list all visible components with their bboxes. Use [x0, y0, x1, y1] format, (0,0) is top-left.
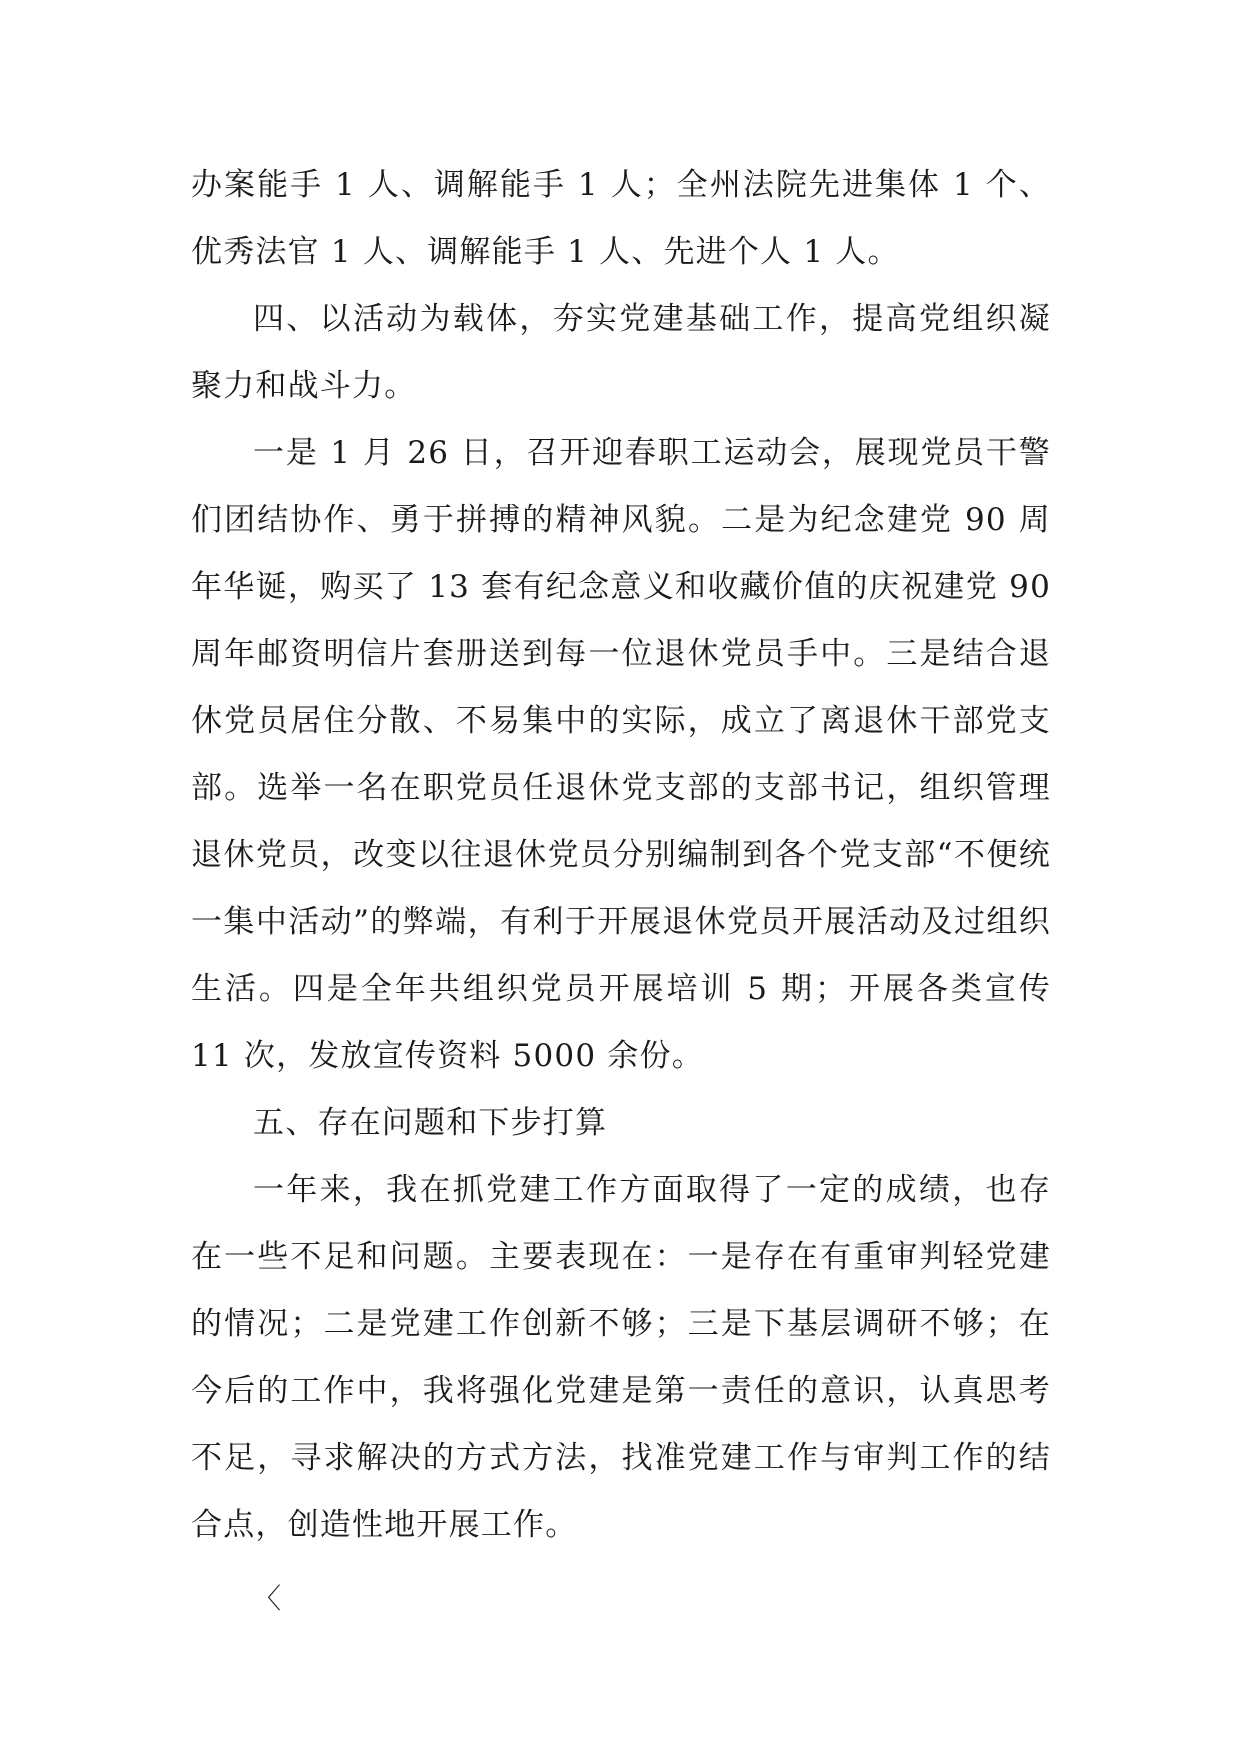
- paragraph-activities: 一是 1 月 26 日，召开迎春职工运动会，展现党员干警们团结协作、勇于拼搏的精神风貌。二是为纪念建党 90 周年华诞，购买了 13 套有纪念意义和收藏价值的庆祝建党 90 周年邮资明信片套册送到每一位退休党员手中。三是结合退休党员居住分散、不易集中的实际，成立了离退休干部党支部。选举一名在职党员任退休党支部的支部书记，组织管理退休党员，改变以往退休党员分别编制到各个党支部“不便统一集中活动”的弊端，有利于开展退休党员开展活动及过组织生活。四是全年共组织党员开展培训 5 期；开展各类宣传 11 次，发放宣传资料 5000 余份。: [191, 435, 1051, 1074]
- paragraph-section-five-heading: 五、存在问题和下步打算: [253, 1105, 608, 1141]
- paragraph-awards-continued: 办案能手 1 人、调解能手 1 人；全州法院先进集体 1 个、优秀法官 1 人、调解能手 1 人、先进个人 1 人。: [191, 167, 1051, 270]
- paragraph-problems-plans: 一年来，我在抓党建工作方面取得了一定的成绩，也存在一些不足和问题。主要表现在：一是存在有重审判轻党建的情况；二是党建工作创新不够；三是下基层调研不够；在今后的工作中，我将强化党建是第一责任的意识，认真思考不足，寻求解决的方式方法，找准党建工作与审判工作的结合点，创造性地开展工作。: [191, 1172, 1051, 1543]
- paragraph-section-four-heading: 四、以活动为载体，夯实党建基础工作，提高党组织凝聚力和战斗力。: [191, 301, 1051, 404]
- trailing-bracket-mark: 〈: [253, 1582, 283, 1615]
- document-body: [191, 152, 1051, 1632]
